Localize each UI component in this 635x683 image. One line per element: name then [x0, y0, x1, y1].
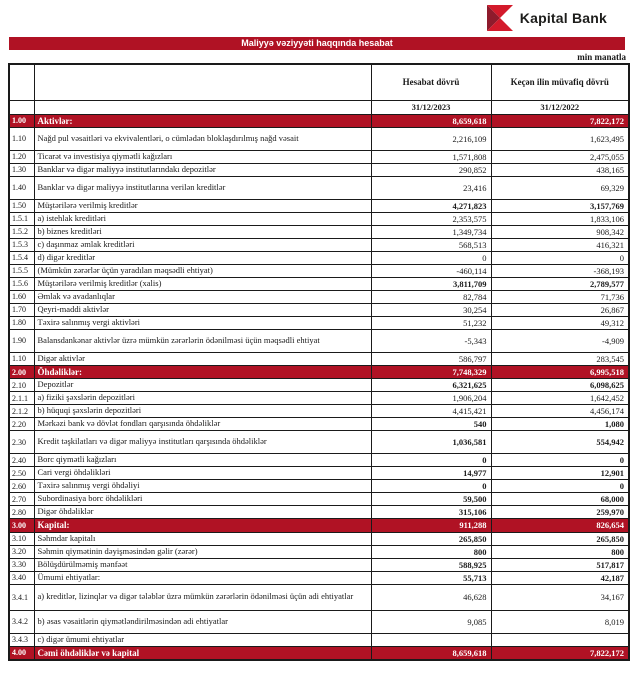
row-label: c) daşınmaz əmlak kreditləri	[34, 238, 371, 251]
row-code: 1.10	[9, 127, 34, 150]
row-code: 3.4.2	[9, 610, 34, 633]
row-code: 1.5.6	[9, 277, 34, 290]
row-value-prior: 34,167	[491, 584, 629, 610]
row-value-prior: 1,833,106	[491, 212, 629, 225]
row-label: Qeyri-maddi aktivlər	[34, 303, 371, 316]
row-value-prior: 7,822,172	[491, 114, 629, 127]
row-value-prior: 0	[491, 480, 629, 493]
row-value-prior: 517,817	[491, 558, 629, 571]
logo-text: Kapital Bank	[519, 10, 607, 26]
row-value-current: 800	[371, 545, 491, 558]
row-value-current: 0	[371, 454, 491, 467]
row-code: 2.20	[9, 418, 34, 431]
row-value-prior: 7,822,172	[491, 646, 629, 660]
row-code: 2.10	[9, 379, 34, 392]
row-label: Cari vergi öhdəlikləri	[34, 467, 371, 480]
table-row	[9, 610, 629, 633]
row-value-prior: 2,475,055	[491, 150, 629, 163]
row-code: 2.60	[9, 480, 34, 493]
row-value-current: 1,571,808	[371, 150, 491, 163]
table-row	[9, 431, 629, 454]
row-value-prior: 4,456,174	[491, 405, 629, 418]
row-value-current: 46,628	[371, 584, 491, 610]
row-value-current: 30,254	[371, 303, 491, 316]
row-code: 3.30	[9, 558, 34, 571]
table-row	[9, 519, 629, 532]
row-code: 2.70	[9, 493, 34, 506]
table-row	[9, 127, 629, 150]
table-row	[9, 493, 629, 506]
row-label: b) biznes kreditləri	[34, 225, 371, 238]
header-empty-desc	[34, 64, 371, 100]
row-value-prior: 826,654	[491, 519, 629, 532]
row-value-current: 586,797	[371, 352, 491, 365]
row-value-current: 51,232	[371, 316, 491, 329]
table-row	[9, 545, 629, 558]
row-label: Digər öhdəliklər	[34, 506, 371, 519]
row-label: Balansdankənar aktivlər üzrə mümkün zərərlərin ödənilməsi üçün məqsədli ehtiyat	[34, 329, 371, 352]
row-value-current: 3,811,709	[371, 277, 491, 290]
row-label: Ümumi ehtiyatlar:	[34, 571, 371, 584]
row-value-prior: 71,736	[491, 290, 629, 303]
row-value-prior: 26,867	[491, 303, 629, 316]
column-header-prior-period: Keçən ilin müvafiq dövrü	[491, 64, 629, 100]
row-value-current: -460,114	[371, 264, 491, 277]
table-body	[9, 114, 629, 660]
row-value-current: 588,925	[371, 558, 491, 571]
row-value-current: 59,500	[371, 493, 491, 506]
row-code: 3.4.3	[9, 633, 34, 646]
table-row	[9, 225, 629, 238]
table-row	[9, 506, 629, 519]
column-header-row	[9, 64, 629, 100]
row-value-prior: 283,545	[491, 352, 629, 365]
row-value-current: 315,106	[371, 506, 491, 519]
row-value-prior: 416,321	[491, 238, 629, 251]
table-row	[9, 392, 629, 405]
row-value-prior: 554,942	[491, 431, 629, 454]
report-title-bar: Maliyyə vəziyyəti haqqında hesabat	[9, 37, 625, 50]
row-label: Müştərilərə verilmiş kreditlər (xalis)	[34, 277, 371, 290]
row-value-current: 1,349,734	[371, 225, 491, 238]
row-label: Depozitlər	[34, 379, 371, 392]
row-value-current: 2,353,575	[371, 212, 491, 225]
row-value-current: 6,321,625	[371, 379, 491, 392]
row-value-current: 911,288	[371, 519, 491, 532]
row-value-current: 265,850	[371, 532, 491, 545]
row-code: 1.5.5	[9, 264, 34, 277]
row-value-prior: 1,642,452	[491, 392, 629, 405]
row-label: Borc qiymətli kağızları	[34, 454, 371, 467]
row-label: b) əsas vəsaitlərin qiymətləndirilməsindən adi ehtiyatlar	[34, 610, 371, 633]
balance-sheet-table	[8, 63, 630, 661]
row-value-current: 82,784	[371, 290, 491, 303]
table-row	[9, 379, 629, 392]
table-row	[9, 633, 629, 646]
row-label: b) hüquqi şəxslərin depozitləri	[34, 405, 371, 418]
row-value-current: 23,416	[371, 176, 491, 199]
row-code: 1.5.1	[9, 212, 34, 225]
row-code: 3.00	[9, 519, 34, 532]
row-value-prior: 0	[491, 454, 629, 467]
table-row	[9, 454, 629, 467]
row-value-prior: 68,000	[491, 493, 629, 506]
row-code: 3.20	[9, 545, 34, 558]
kapital-bank-logo	[487, 5, 607, 31]
row-value-current: 290,852	[371, 163, 491, 176]
row-value-prior: 3,157,769	[491, 199, 629, 212]
row-label: Kapital:	[34, 519, 371, 532]
row-label: Kredit təşkilatları və digər maliyyə institutları qarşısında öhdəliklər	[34, 431, 371, 454]
row-label: Bölüşdürülməmiş mənfəət	[34, 558, 371, 571]
row-label: Öhdəliklər:	[34, 365, 371, 378]
date-current: 31/12/2023	[371, 100, 491, 114]
row-code: 2.80	[9, 506, 34, 519]
row-label: a) kreditlər, lizinqlər və digər tələblər üzrə mümkün zərərlərin ödənilməsi üçün adi ehtiyatlar	[34, 584, 371, 610]
row-label: c) digər ümumi ehtiyatlar	[34, 633, 371, 646]
row-code: 1.00	[9, 114, 34, 127]
row-value-prior: 42,187	[491, 571, 629, 584]
row-value-prior: 908,342	[491, 225, 629, 238]
row-value-prior: 0	[491, 251, 629, 264]
row-label: d) digər kreditlər	[34, 251, 371, 264]
row-value-current: 14,977	[371, 467, 491, 480]
table-row	[9, 558, 629, 571]
row-code: 1.60	[9, 290, 34, 303]
table-row	[9, 584, 629, 610]
row-label: Səhmdar kapitalı	[34, 532, 371, 545]
row-label: (Mümkün zərərlər üçün yaradılan məqsədli ehtiyat)	[34, 264, 371, 277]
table-row	[9, 405, 629, 418]
row-value-current: 0	[371, 480, 491, 493]
row-code: 3.10	[9, 532, 34, 545]
row-value-prior: -4,909	[491, 329, 629, 352]
row-value-prior: 8,019	[491, 610, 629, 633]
row-label: Müştərilərə verilmiş kreditlər	[34, 199, 371, 212]
row-value-current: 55,713	[371, 571, 491, 584]
row-code: 4.00	[9, 646, 34, 660]
table-row	[9, 532, 629, 545]
row-code: 1.20	[9, 150, 34, 163]
row-value-prior: 1,080	[491, 418, 629, 431]
table-row	[9, 418, 629, 431]
row-code: 2.1.2	[9, 405, 34, 418]
row-value-current: 568,513	[371, 238, 491, 251]
row-value-prior: 265,850	[491, 532, 629, 545]
table-row	[9, 238, 629, 251]
table-row	[9, 150, 629, 163]
row-label: a) fiziki şəxslərin depozitləri	[34, 392, 371, 405]
table-row	[9, 365, 629, 378]
row-label: Əmlak və avadanlıqlar	[34, 290, 371, 303]
row-value-prior: 259,970	[491, 506, 629, 519]
row-value-prior: 49,312	[491, 316, 629, 329]
row-value-prior: 1,623,495	[491, 127, 629, 150]
row-value-current: 7,748,329	[371, 365, 491, 378]
row-value-prior: 800	[491, 545, 629, 558]
row-code: 2.00	[9, 365, 34, 378]
row-code: 2.30	[9, 431, 34, 454]
row-code: 2.1.1	[9, 392, 34, 405]
row-value-current: 8,659,618	[371, 114, 491, 127]
row-label: Mərkəzi bank və dövlət fondları qarşısında öhdəliklər	[34, 418, 371, 431]
row-code: 2.40	[9, 454, 34, 467]
table-row	[9, 212, 629, 225]
table-row	[9, 480, 629, 493]
row-value-prior: 69,329	[491, 176, 629, 199]
row-label: Təxirə salınmış vergi aktivləri	[34, 316, 371, 329]
row-value-prior: 2,789,577	[491, 277, 629, 290]
row-label: Banklar və digər maliyyə institutlarındakı depozitlər	[34, 163, 371, 176]
row-label: Təxirə salınmış vergi öhdəliyi	[34, 480, 371, 493]
row-value-prior	[491, 633, 629, 646]
unit-note: min manatla	[577, 52, 626, 62]
row-value-prior: 438,165	[491, 163, 629, 176]
table-row	[9, 352, 629, 365]
date-empty-code	[9, 100, 34, 114]
row-value-current: 1,906,204	[371, 392, 491, 405]
row-value-current: 0	[371, 251, 491, 264]
row-value-current: 4,415,421	[371, 405, 491, 418]
row-label: Subordinasiya borc öhdəlikləri	[34, 493, 371, 506]
row-value-current: 4,271,823	[371, 199, 491, 212]
row-code: 1.10	[9, 352, 34, 365]
row-code: 1.5.2	[9, 225, 34, 238]
row-code: 1.80	[9, 316, 34, 329]
row-code: 1.30	[9, 163, 34, 176]
table-row	[9, 316, 629, 329]
table-row	[9, 329, 629, 352]
header-empty-code	[9, 64, 34, 100]
table-row	[9, 646, 629, 660]
kapital-bank-logo-icon	[487, 5, 513, 31]
row-code: 1.5.4	[9, 251, 34, 264]
table-row	[9, 264, 629, 277]
row-value-current: 1,036,581	[371, 431, 491, 454]
table-row	[9, 277, 629, 290]
table-row	[9, 251, 629, 264]
row-value-current: 8,659,618	[371, 646, 491, 660]
row-value-prior: 6,098,625	[491, 379, 629, 392]
row-value-prior: 6,995,518	[491, 365, 629, 378]
date-prior: 31/12/2022	[491, 100, 629, 114]
column-header-current-period: Hesabat dövrü	[371, 64, 491, 100]
row-code: 3.4.1	[9, 584, 34, 610]
row-label: Aktivlər:	[34, 114, 371, 127]
row-code: 1.70	[9, 303, 34, 316]
date-header-row	[9, 100, 629, 114]
row-label: Cəmi öhdəliklər və kapital	[34, 646, 371, 660]
date-empty-desc	[34, 100, 371, 114]
row-label: Digər aktivlər	[34, 352, 371, 365]
row-code: 1.40	[9, 176, 34, 199]
row-code: 3.40	[9, 571, 34, 584]
row-code: 1.90	[9, 329, 34, 352]
row-label: Banklar və digər maliyyə institutlarına verilən kreditlər	[34, 176, 371, 199]
table-row	[9, 163, 629, 176]
row-value-current	[371, 633, 491, 646]
row-value-current: -5,343	[371, 329, 491, 352]
row-code: 1.50	[9, 199, 34, 212]
row-value-prior: -368,193	[491, 264, 629, 277]
row-label: Səhmin qiymətinin dəyişməsindən gəlir (zərər)	[34, 545, 371, 558]
table-row	[9, 303, 629, 316]
row-code: 1.5.3	[9, 238, 34, 251]
table-row	[9, 571, 629, 584]
row-label: Ticarət və investisiya qiymətli kağızları	[34, 150, 371, 163]
row-label: Nağd pul vəsaitləri və ekvivalentləri, o cümlədən bloklaşdırılmış nağd vəsait	[34, 127, 371, 150]
table-row	[9, 290, 629, 303]
row-label: a) istehlak kreditləri	[34, 212, 371, 225]
table-row	[9, 199, 629, 212]
row-value-prior: 12,901	[491, 467, 629, 480]
row-value-current: 9,085	[371, 610, 491, 633]
row-code: 2.50	[9, 467, 34, 480]
table-row	[9, 114, 629, 127]
table-row	[9, 467, 629, 480]
row-value-current: 540	[371, 418, 491, 431]
table-row	[9, 176, 629, 199]
row-value-current: 2,216,109	[371, 127, 491, 150]
